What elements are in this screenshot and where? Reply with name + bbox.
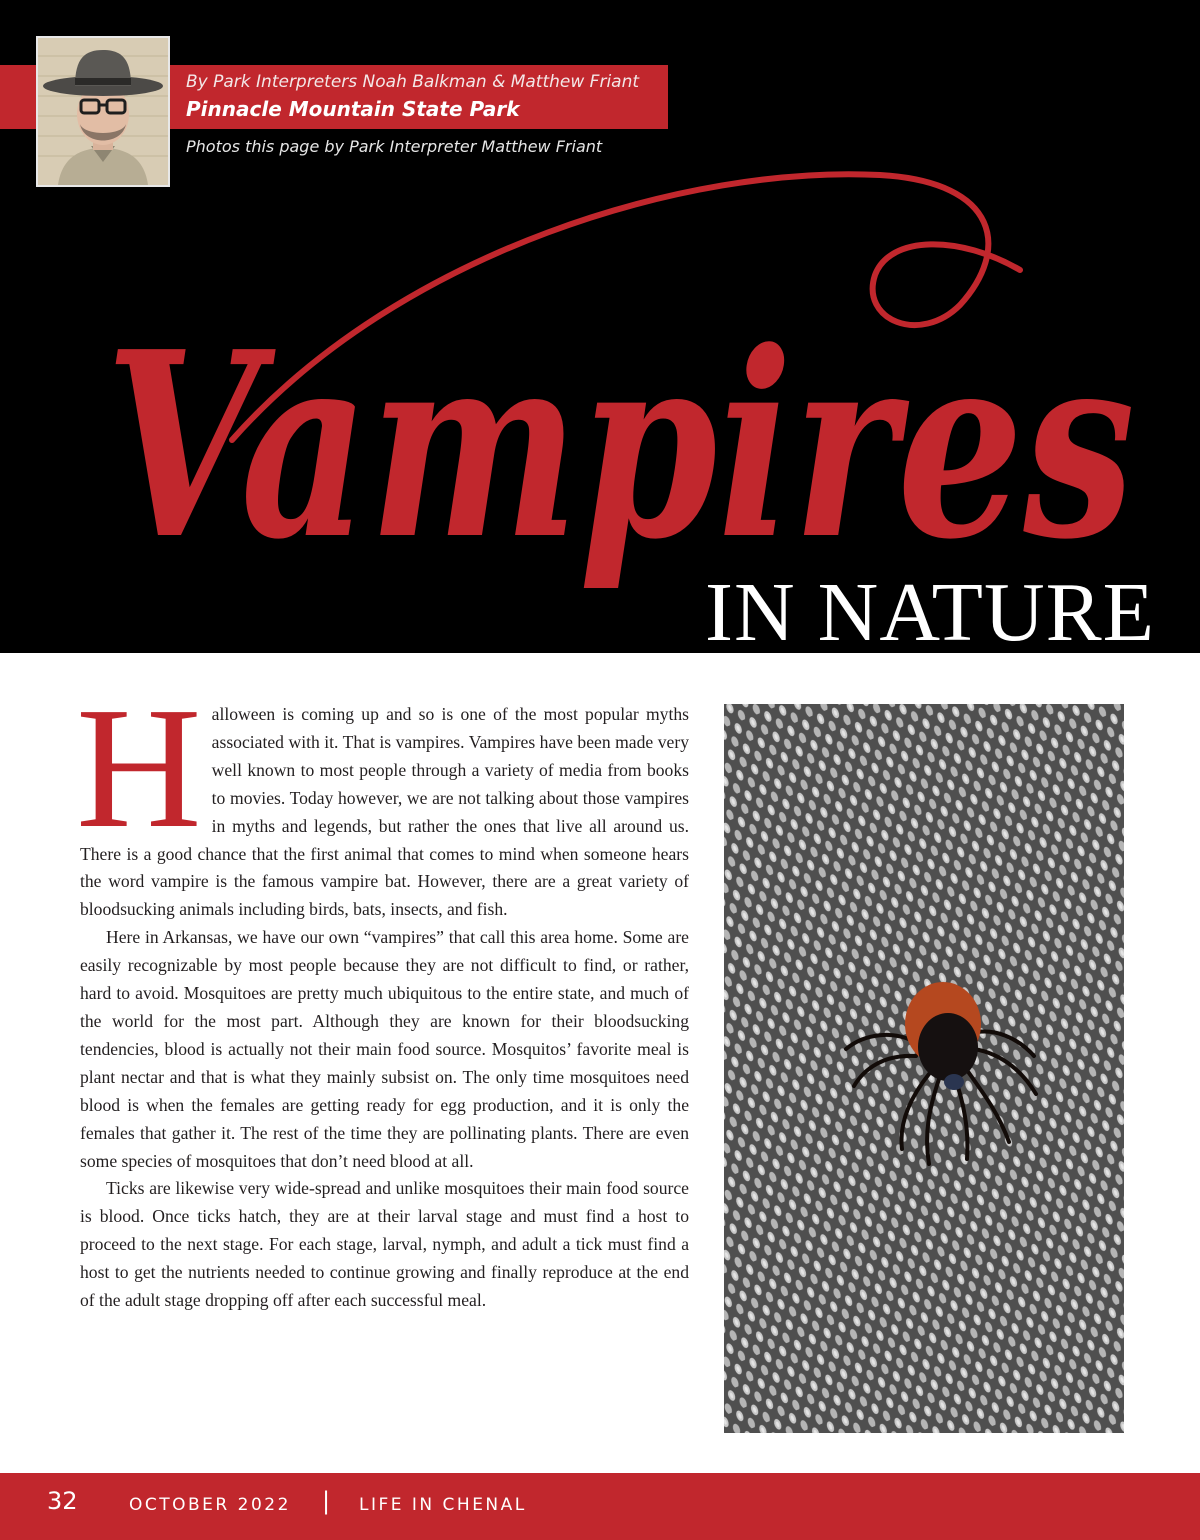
article-body	[76, 671, 689, 1315]
drop-cap: H	[76, 671, 202, 864]
page-footer	[0, 1473, 1200, 1540]
footer-divider: |	[322, 1487, 331, 1515]
page-title: Vampires	[105, 297, 1135, 596]
paragraph-3: Ticks are likewise very wide-spread and unlike mosquitoes their main food source is blood. Once ticks hatch, they are at their larval stage and must find a host to proceed to the next stage. For each stage, larval, nymph, and adult a tick must find a host to get the nutrients needed to continue growing and finally reproduce at the end of the adult stage dropping off after each successful meal.	[80, 1178, 689, 1311]
issue-date: OCTOBER 2022	[129, 1495, 291, 1515]
paragraph-1	[76, 671, 689, 924]
photo-credit: Photos this page by Park Interpreter Matthew Friant	[186, 137, 603, 156]
byline: By Park Interpreters Noah Balkman & Matthew Friant	[186, 72, 640, 92]
tick-photo	[724, 704, 1124, 1433]
magazine-name: LIFE IN CHENAL	[359, 1495, 527, 1515]
page-subtitle: IN NATURE	[705, 566, 1155, 653]
park-name: Pinnacle Mountain State Park	[186, 97, 520, 121]
tick-on-fabric-image	[724, 704, 1124, 1433]
paragraph-2: Here in Arkansas, we have our own “vampires” that call this area home. Some are easily recognizable by most people because they are not difficult to find, or rather, hard to avoid. Mosquitoes are pretty much ubiquitous to the entire state, and much of the world for the most part. Although they are known for their bloodsucking tendencies, blood is actually not their main food source. Mosquitos’ favorite meal is plant nectar and that is what they mainly subsist on. The only time mosquitoes need blood is when the females are getting ready for egg production, and it is only the females that gather it. The rest of the time they are pollinating plants. There are even some species of mosquitoes that don’t need blood at all.	[80, 927, 689, 1171]
article-header	[0, 0, 1200, 653]
paragraph-1-text: alloween is coming up and so is one of the most popular myths associated with it. That is vampires. Vampires have been made very well known to most people through a variety of media from books to movies. Today however, we are not talking about those vampires in myths and legends, but rather the ones that live all around us. There is a good chance that the first animal that comes to mind when someone hears the word vampire is the famous vampire bat. However, there are a great variety of bloodsucking animals including birds, bats, insects, and fish.	[80, 704, 689, 920]
page-number: 32	[47, 1487, 78, 1515]
